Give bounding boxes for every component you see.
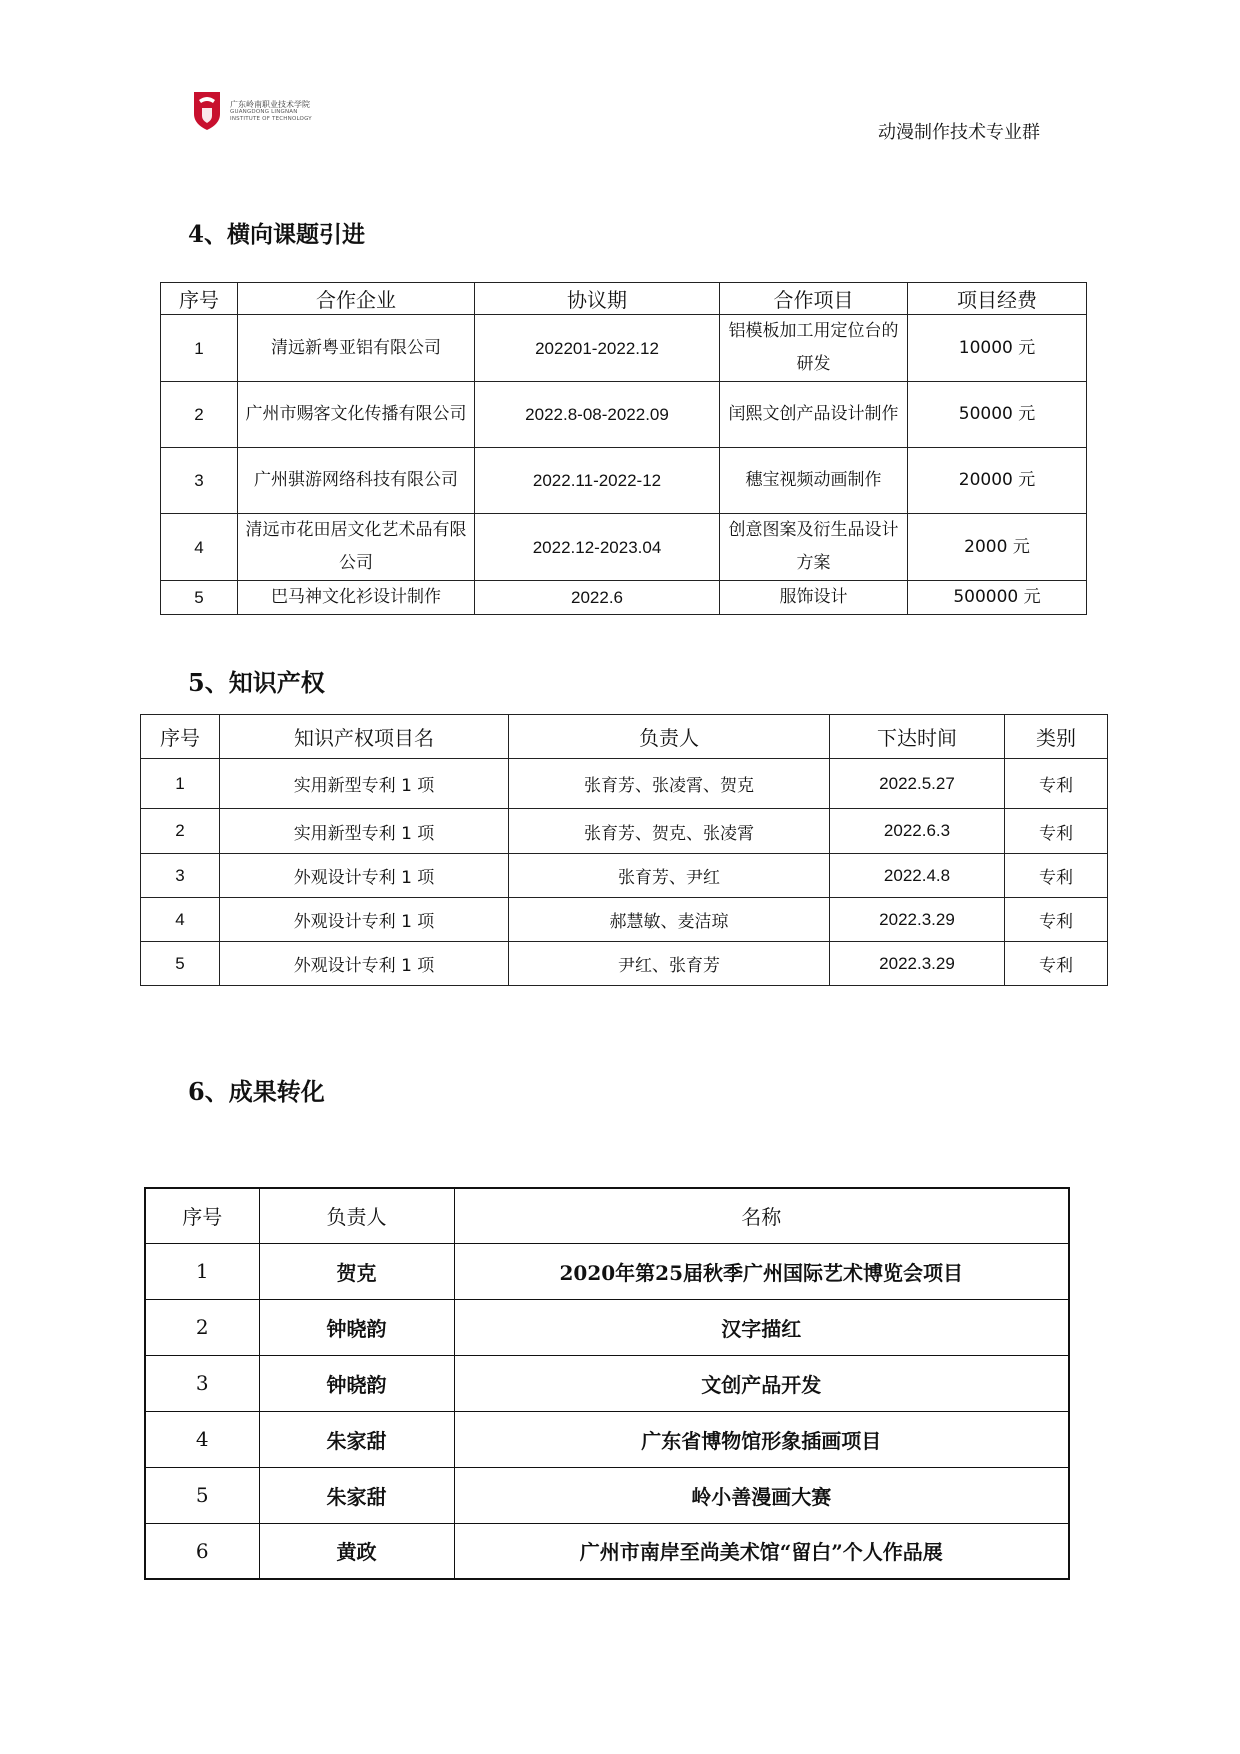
cell-type: 专利 xyxy=(1005,759,1108,809)
cell-date: 2022.3.29 xyxy=(830,898,1005,942)
cell-name: 岭小善漫画大赛 xyxy=(454,1467,1069,1523)
col-header-company: 合作企业 xyxy=(238,283,475,315)
cell-company: 巴马神文化衫设计制作 xyxy=(238,581,475,615)
table-row xyxy=(161,514,1087,581)
cell-owner: 郝慧敏、麦洁琼 xyxy=(509,898,830,942)
cell-project: 穗宝视频动画制作 xyxy=(720,448,908,514)
cell-fund: 500000 元 xyxy=(908,581,1087,615)
cell-project: 创意图案及衍生品设计方案 xyxy=(720,514,908,581)
cell-fund: 2000 元 xyxy=(908,514,1087,581)
cell-company: 广州市赐客文化传播有限公司 xyxy=(238,382,475,448)
cell-name: 2020年第25届秋季广州国际艺术博览会项目 xyxy=(454,1243,1069,1299)
cell-owner: 张育芳、贺克、张凌霄 xyxy=(509,809,830,854)
cell-company: 清远市花田居文化艺术品有限公司 xyxy=(238,514,475,581)
table-row xyxy=(145,1523,1069,1579)
cell-name: 广东省博物馆形象插画项目 xyxy=(454,1411,1069,1467)
cell-no: 4 xyxy=(161,514,238,581)
cell-no: 2 xyxy=(161,382,238,448)
cell-owner: 黄政 xyxy=(259,1523,454,1579)
table-row xyxy=(145,1299,1069,1355)
col-header-owner: 负责人 xyxy=(259,1188,454,1243)
cell-type: 专利 xyxy=(1005,898,1108,942)
col-header-owner: 负责人 xyxy=(509,715,830,759)
col-header-fund: 项目经费 xyxy=(908,283,1087,315)
cell-period: 2022.8-08-2022.09 xyxy=(475,382,720,448)
cell-company: 清远新粤亚铝有限公司 xyxy=(238,315,475,382)
col-header-no: 序号 xyxy=(161,283,238,315)
logo-chinese-name: 广东岭南职业技术学院 xyxy=(230,100,310,110)
table-row xyxy=(141,759,1108,809)
table-row xyxy=(141,809,1108,854)
cell-project: 服饰设计 xyxy=(720,581,908,615)
cell-period: 2022.6 xyxy=(475,581,720,615)
cell-no: 5 xyxy=(141,942,220,986)
cell-no: 5 xyxy=(145,1467,259,1523)
cell-owner: 张育芳、张凌霄、贺克 xyxy=(509,759,830,809)
cell-no: 1 xyxy=(161,315,238,382)
cell-period: 202201-2022.12 xyxy=(475,315,720,382)
col-header-ip-name: 知识产权项目名 xyxy=(220,715,509,759)
section6-title: 6、成果转化 xyxy=(188,1077,325,1106)
cell-no: 1 xyxy=(141,759,220,809)
col-header-type: 类别 xyxy=(1005,715,1108,759)
section6-table xyxy=(144,1187,1070,1580)
cell-period: 2022.12-2023.04 xyxy=(475,514,720,581)
cell-ip-name: 实用新型专利 1 项 xyxy=(220,759,509,809)
logo-english-name-line2: INSTITUTE OF TECHNOLOGY xyxy=(230,115,312,122)
cell-name: 文创产品开发 xyxy=(454,1355,1069,1411)
table-row xyxy=(161,448,1087,514)
cell-type: 专利 xyxy=(1005,809,1108,854)
section4-table xyxy=(160,282,1087,615)
cell-no: 5 xyxy=(161,581,238,615)
cell-name: 汉字描红 xyxy=(454,1299,1069,1355)
col-header-no: 序号 xyxy=(141,715,220,759)
cell-owner: 钟晓韵 xyxy=(259,1299,454,1355)
cell-ip-name: 外观设计专利 1 项 xyxy=(220,898,509,942)
table-row xyxy=(161,315,1087,382)
cell-owner: 贺克 xyxy=(259,1243,454,1299)
table-row xyxy=(145,1355,1069,1411)
cell-no: 4 xyxy=(145,1411,259,1467)
col-header-date: 下达时间 xyxy=(830,715,1005,759)
cell-ip-name: 实用新型专利 1 项 xyxy=(220,809,509,854)
section4-title: 4、横向课题引进 xyxy=(188,221,366,248)
table-row xyxy=(141,854,1108,898)
cell-owner: 钟晓韵 xyxy=(259,1355,454,1411)
table-row xyxy=(161,581,1087,615)
table-row xyxy=(145,1411,1069,1467)
cell-owner: 张育芳、尹红 xyxy=(509,854,830,898)
header-title: 动漫制作技术专业群 xyxy=(878,122,1040,143)
cell-no: 6 xyxy=(145,1523,259,1579)
section5-title: 5、知识产权 xyxy=(188,668,325,697)
cell-no: 2 xyxy=(145,1299,259,1355)
cell-project: 铝模板加工用定位台的研发 xyxy=(720,315,908,382)
cell-date: 2022.5.27 xyxy=(830,759,1005,809)
cell-date: 2022.6.3 xyxy=(830,809,1005,854)
cell-fund: 20000 元 xyxy=(908,448,1087,514)
cell-no: 4 xyxy=(141,898,220,942)
cell-project: 闰熙文创产品设计制作 xyxy=(720,382,908,448)
cell-period: 2022.11-2022-12 xyxy=(475,448,720,514)
col-header-period: 协议期 xyxy=(475,283,720,315)
table-row xyxy=(141,942,1108,986)
cell-owner: 尹红、张育芳 xyxy=(509,942,830,986)
cell-owner: 朱家甜 xyxy=(259,1411,454,1467)
cell-ip-name: 外观设计专利 1 项 xyxy=(220,942,509,986)
cell-no: 3 xyxy=(145,1355,259,1411)
shield-logo-icon xyxy=(192,90,222,132)
cell-owner: 朱家甜 xyxy=(259,1467,454,1523)
cell-no: 3 xyxy=(161,448,238,514)
cell-fund: 50000 元 xyxy=(908,382,1087,448)
col-header-no: 序号 xyxy=(145,1188,259,1243)
table-row xyxy=(141,898,1108,942)
cell-type: 专利 xyxy=(1005,942,1108,986)
table-row xyxy=(161,382,1087,448)
cell-date: 2022.3.29 xyxy=(830,942,1005,986)
col-header-project: 合作项目 xyxy=(720,283,908,315)
cell-date: 2022.4.8 xyxy=(830,854,1005,898)
cell-ip-name: 外观设计专利 1 项 xyxy=(220,854,509,898)
col-header-name: 名称 xyxy=(454,1188,1069,1243)
cell-no: 1 xyxy=(145,1243,259,1299)
cell-type: 专利 xyxy=(1005,854,1108,898)
section5-table xyxy=(140,714,1108,986)
cell-no: 2 xyxy=(141,809,220,854)
table-row xyxy=(145,1467,1069,1523)
table-row xyxy=(145,1243,1069,1299)
cell-fund: 10000 元 xyxy=(908,315,1087,382)
cell-company: 广州骐游网络科技有限公司 xyxy=(238,448,475,514)
logo-english-name-line1: GUANGDONG LINGNAN xyxy=(230,109,298,116)
cell-name: 广州市南岸至尚美术馆“留白”个人作品展 xyxy=(454,1523,1069,1579)
cell-no: 3 xyxy=(141,854,220,898)
institution-logo xyxy=(192,90,312,132)
